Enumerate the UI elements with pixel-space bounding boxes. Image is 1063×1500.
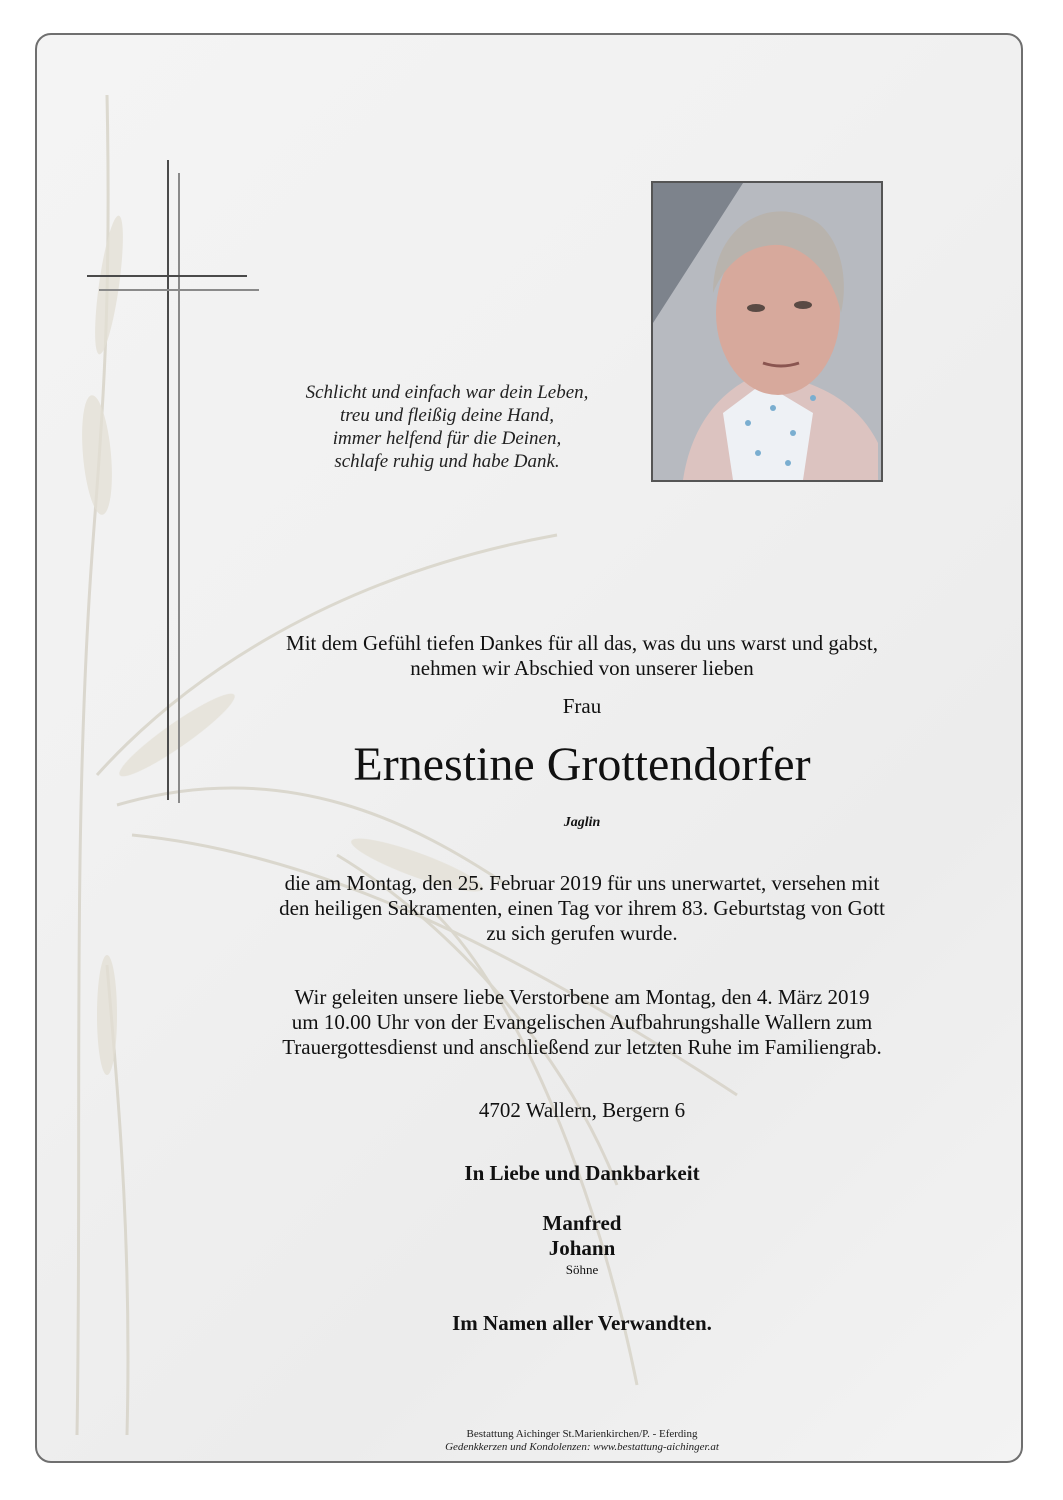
portrait-photo — [651, 181, 883, 482]
deceased-name: Ernestine Grottendorfer — [353, 738, 811, 791]
poem-line: Schlicht und einfach war dein Leben, — [305, 382, 589, 403]
death-line: zu sich gerufen wurde. — [486, 921, 678, 945]
death-line: die am Montag, den 25. Februar 2019 für uns unerwartet, versehen mit — [284, 871, 880, 895]
cross-shadow-horizontal — [99, 289, 259, 291]
funeral-line: um 10.00 Uhr von der Evangelischen Aufbahrungshalle Wallern zum — [291, 1010, 873, 1034]
portrait-image-icon — [653, 183, 881, 480]
relatives-line: Im Namen aller Verwandten. — [452, 1311, 712, 1335]
sons-label: Söhne — [565, 1262, 599, 1277]
poem-line: immer helfend für die Deinen, — [332, 428, 562, 449]
closing-phrase: In Liebe und Dankbarkeit — [464, 1161, 700, 1185]
maiden-name: Jaglin — [563, 815, 601, 830]
son-name: Manfred — [542, 1211, 622, 1235]
footer-company: Bestattung Aichinger St.Marienkirchen/P. - Eferding — [466, 1428, 698, 1440]
poem-line: treu und fleißig deine Hand, — [339, 405, 555, 426]
memorial-poem — [237, 381, 657, 473]
obituary-card — [35, 33, 1023, 1463]
cross-shadow-vertical — [178, 173, 180, 803]
funeral-notice — [237, 985, 927, 1060]
death-line: den heiligen Sakramenten, einen Tag vor ihrem 83. Geburtstag von Gott — [279, 896, 885, 920]
salutation: Frau — [562, 694, 602, 718]
intro-line: nehmen wir Abschied von unserer lieben — [410, 656, 754, 680]
address: 4702 Wallern, Bergern 6 — [478, 1098, 686, 1122]
cross-beam — [87, 275, 247, 277]
intro-line: Mit dem Gefühl tiefen Dankes für all das, was du uns warst und gabst, — [286, 631, 878, 655]
funeral-line: Trauergottesdienst und anschließend zur letzten Ruhe im Familiengrab. — [282, 1035, 882, 1059]
son-name: Johann — [548, 1236, 616, 1260]
cross-icon — [167, 160, 169, 800]
intro-text — [237, 631, 927, 681]
footer-website: Gedenkkerzen und Kondolenzen: www.bestattung-aichinger.at — [445, 1441, 719, 1453]
mourner-sons — [237, 1211, 927, 1261]
funeral-line: Wir geleiten unsere liebe Verstorbene am Montag, den 4. März 2019 — [294, 985, 870, 1009]
death-notice — [237, 871, 927, 946]
poem-line: schlafe ruhig und habe Dank. — [334, 451, 560, 472]
footer — [237, 1428, 927, 1454]
